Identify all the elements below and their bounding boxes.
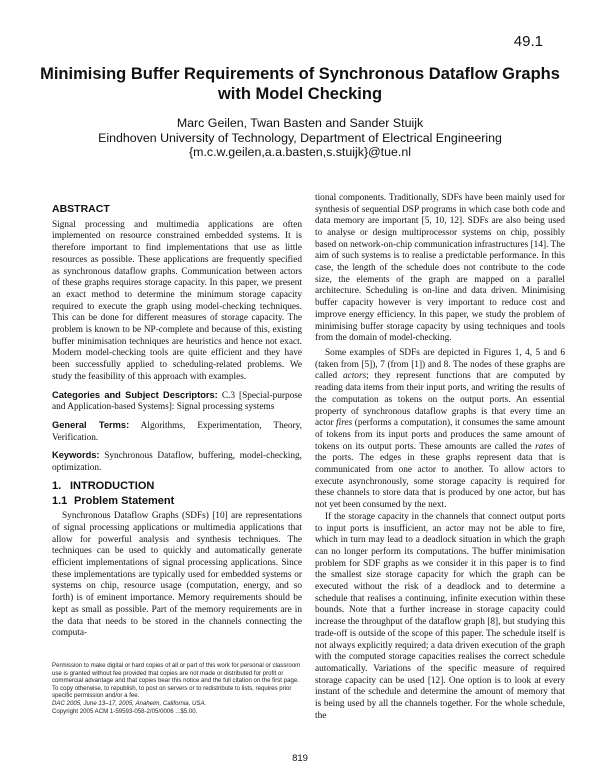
left-column	[52, 203, 303, 639]
author-emails: {m.c.w.geilen,a.a.basten,s.stuijk}@tue.nl	[189, 145, 411, 159]
permission-text: Permission to make digital or hard copies of all or part of this work for personal or classroom use is granted without fee provided that copies are not made or distributed for profit or commercial advantage and that copies bear this notice and the full citation on the first page. To copy otherwise, to republish, to post on servers or to redistribute to lists, requires prior specific permission and/or a fee.	[52, 662, 301, 700]
para2-text-a: Some examples of SDFs are depicted in Figures 1, 4, 5 and 6 (taken from [5]), 7 (from [1]) and 8. The nodes of these graphs are called	[315, 348, 565, 382]
session-number: 49.1	[513, 33, 543, 50]
para2-text-d: of the ports. The edges in these graphs represent data that is communicated from one actor to another. To allow actors to execute asynchronously, some storage capacity is required for these channels to store data that is produced by one actor, but has not yet been consumed by the next.	[315, 441, 565, 511]
para2-text-b: ; they represent functions that are computed by reading data items from their input ports, and writing the results of the computation as tokens on the output ports. An essential property of synchronous dataflow graphs is that every time an actor	[315, 371, 565, 429]
intro-paragraph-continued	[315, 192, 565, 345]
term-fires: fires	[336, 418, 353, 429]
author-block	[40, 116, 560, 160]
abstract-body: Signal processing and multimedia applications are often implemented on resource constrained embedded systems. It is therefore important to find implementations that use as little resources as possible. These applications are frequently specified as synchronous dataflow graphs. Communication between actors of these graphs requires storage capacity. In this paper, we present an exact method to determine the minimum storage capacity required to execute the graph using model-checking techniques. This can be done for different measures of storage capacity. The problem is known to be NP-complete and because of this, existing buffer minimisation techniques are heuristics and hence not exact. Modern model-checking tools are quite efficient and they have been successfully applied to scheduling-related problems. We study the feasibility of this approach with examples.	[52, 219, 302, 382]
term-rates: rates	[535, 441, 554, 452]
buffer-problem-paragraph: If the storage capacity in the channels that connect output ports to input ports is insufficient, an actor may not be able to fire, which in turn may lead to a deadlock situation in which the graph can no longer perform its computations. The buffer minimisation problem for SDF graphs as we consider it in this paper is to find the smallest size storage capacity for which the graph can be executed without the risk of a deadlock and to determine a schedule that realises a continuing, infinite execution within these bounds. Note that a further increase in storage capacity could increase the throughput of the dataflow graph [8], but studying this trade-off is outside of the scope of this paper. The schedule itself is not always explicitly required; a data driven execution of the graph with the computed storage capacities realises the correct schedule automatically. Variations of the specific measure of required storage capacity can be used [12]. One option is to look at every instant of the schedule and determine the amount of memory that is being used by all the channels together. For the whole schedule, the	[315, 511, 565, 721]
author-affiliation: Eindhoven University of Technology, Department of Electrical Engineering	[98, 130, 502, 145]
term-actors: actors	[342, 371, 367, 382]
copyright-info: Copyright 2005 ACM 1-59593-058-2/05/0006 ...$5.00.	[52, 707, 198, 715]
general-terms	[52, 420, 302, 444]
categories-label: Categories and Subject Descriptors:	[52, 389, 218, 400]
sdf-examples-paragraph	[315, 348, 565, 512]
general-terms-text: Algorithms, Experimentation, Theory, Verification.	[52, 420, 303, 443]
conference-info: DAC 2005, June 13–17, 2005, Anaheim, California, USA.	[52, 699, 207, 707]
problem-statement-number: 1.1	[52, 495, 68, 508]
categories	[52, 390, 302, 414]
intro-paragraph-tail: tional components. Traditionally, SDFs have been mainly used for synthesis of sequential DSP programs in which case both code and data memory are important [5, 10, 12]. SDFs are also being used to analyse or design multiprocessor systems on chip, possibly based on network-on-chip communication infrastructures [14]. The aim of such systems is to realise a predictable performance. In this case, the length of the schedule does not contribute to the code size, the elements of the graph are mapped on a parallel architecture. Scheduling is on-line and data driven. Minimising buffer capacity however is very important to reduce cost and improve energy efficiency. In this paper, we study the problem of minimising buffer storage capacity by using techniques and tools from the domain of model-checking.	[315, 192, 565, 344]
paper-title: Minimising Buffer Requirements of Synchronous Dataflow Graphs with Model Checking	[40, 65, 560, 103]
author-names: Marc Geilen, Twan Basten and Sander Stuijk	[176, 116, 424, 130]
problem-statement-heading	[52, 496, 302, 508]
para2-text-c: (performs a computation), it consumes the same amount of tokens from its input ports and produces the same amount of tokens on its output ports. These amounts are called the	[315, 418, 566, 452]
introduction-heading	[52, 481, 302, 493]
keywords-text: Synchronous Dataflow, buffering, model-checking, optimization.	[52, 451, 303, 474]
introduction-number: 1.	[52, 479, 62, 492]
keywords	[52, 450, 302, 474]
problem-statement-title: Problem Statement	[74, 495, 175, 508]
intro-paragraph-part1: Synchronous Dataflow Graphs (SDFs) [10] are representations of signal processing applications or multimedia applications that allow for powerful analysis and synthesis techniques. The techniques can be used to quickly and automatically generate efficient implementations of signal processing applications. Since these implementations are typically used for embedded systems or systems on chip, resource usage (computation, energy, and so forth) is of eminent importance. Memory requirements should be kept as small as possible. Part of the memory requirements are in the data that needs to be stored in the channels connecting the computa-	[52, 511, 302, 639]
categories-text: C.3 [Special-purpose and Application-based Systems]: Signal processing systems	[52, 390, 303, 413]
permission-footnote	[52, 662, 302, 715]
right-column	[315, 192, 566, 723]
abstract-heading: ABSTRACT	[52, 203, 110, 215]
introduction-title: INTRODUCTION	[70, 479, 155, 492]
page-number: 819	[292, 753, 308, 764]
keywords-label: Keywords:	[52, 450, 100, 461]
general-terms-label: General Terms:	[52, 419, 130, 430]
